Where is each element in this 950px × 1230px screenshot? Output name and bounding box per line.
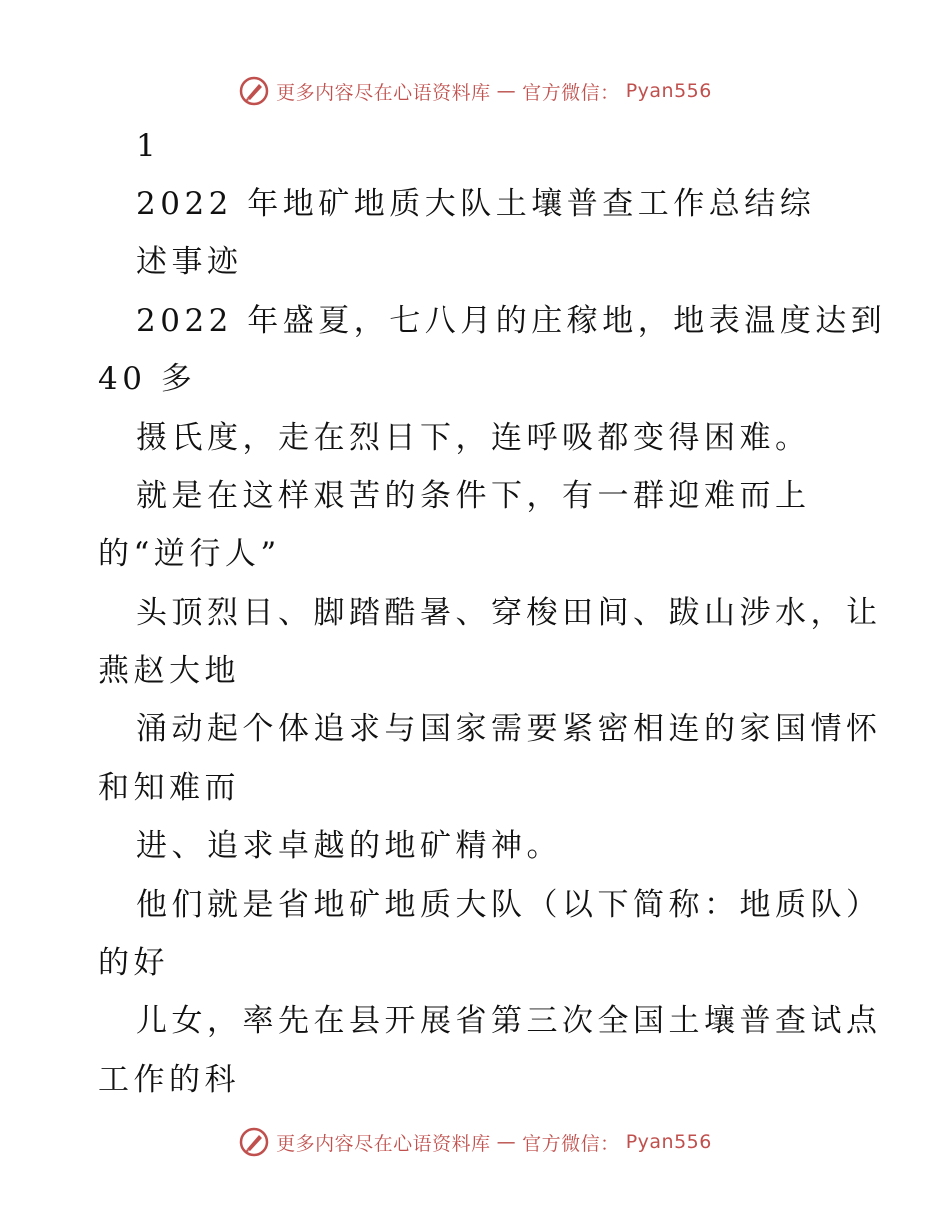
document-title-line-2: 述事迹: [136, 244, 243, 280]
watermark-label: 官方微信：: [522, 1132, 620, 1155]
paragraph-line: 头顶烈日、脚踏酷暑、穿梭田间、跋山涉水，让: [136, 595, 882, 631]
paragraph-line: 儿女，率先在县开展省第三次全国土壤普查试点: [136, 1003, 882, 1039]
watermark-id: Pyan556: [625, 1131, 712, 1153]
watermark-text: 更多内容尽在心语资料库: [276, 1132, 491, 1155]
paragraph-line: 涌动起个体追求与国家需要紧密相连的家国情怀: [136, 711, 882, 747]
page-number: 1: [136, 128, 161, 164]
paragraph-line: 就是在这样艰苦的条件下，有一群迎难而上: [136, 478, 811, 514]
watermark-text: 更多内容尽在心语资料库: [276, 81, 491, 104]
watermark-separator: —: [496, 80, 517, 102]
paragraph-line: 40 多: [98, 361, 197, 397]
footer-watermark: [0, 1122, 950, 1162]
watermark-id: Pyan556: [625, 80, 712, 102]
document-title-line-1: 2022 年地矿地质大队土壤普查工作总结综: [136, 186, 816, 222]
paragraph-line: 的“逆行人”: [98, 536, 281, 572]
paragraph-line: 燕赵大地: [98, 653, 240, 689]
paragraph-line: 他们就是省地矿地质大队（以下简称：地质队）: [136, 887, 882, 923]
paragraph-line: 和知难而: [98, 770, 240, 806]
paragraph-line: 工作的科: [98, 1062, 240, 1098]
quill-pen-logo-icon: [238, 75, 270, 107]
header-watermark: [0, 71, 950, 111]
paragraph-line: 的好: [98, 945, 169, 981]
watermark-separator: —: [496, 1131, 517, 1153]
paragraph-line: 进、追求卓越的地矿精神。: [136, 828, 562, 864]
watermark-label: 官方微信：: [522, 81, 620, 104]
paragraph-line: 2022 年盛夏，七八月的庄稼地，地表温度达到: [136, 303, 887, 339]
quill-pen-logo-icon: [238, 1126, 270, 1158]
paragraph-line: 摄氏度，走在烈日下，连呼吸都变得困难。: [136, 420, 811, 456]
